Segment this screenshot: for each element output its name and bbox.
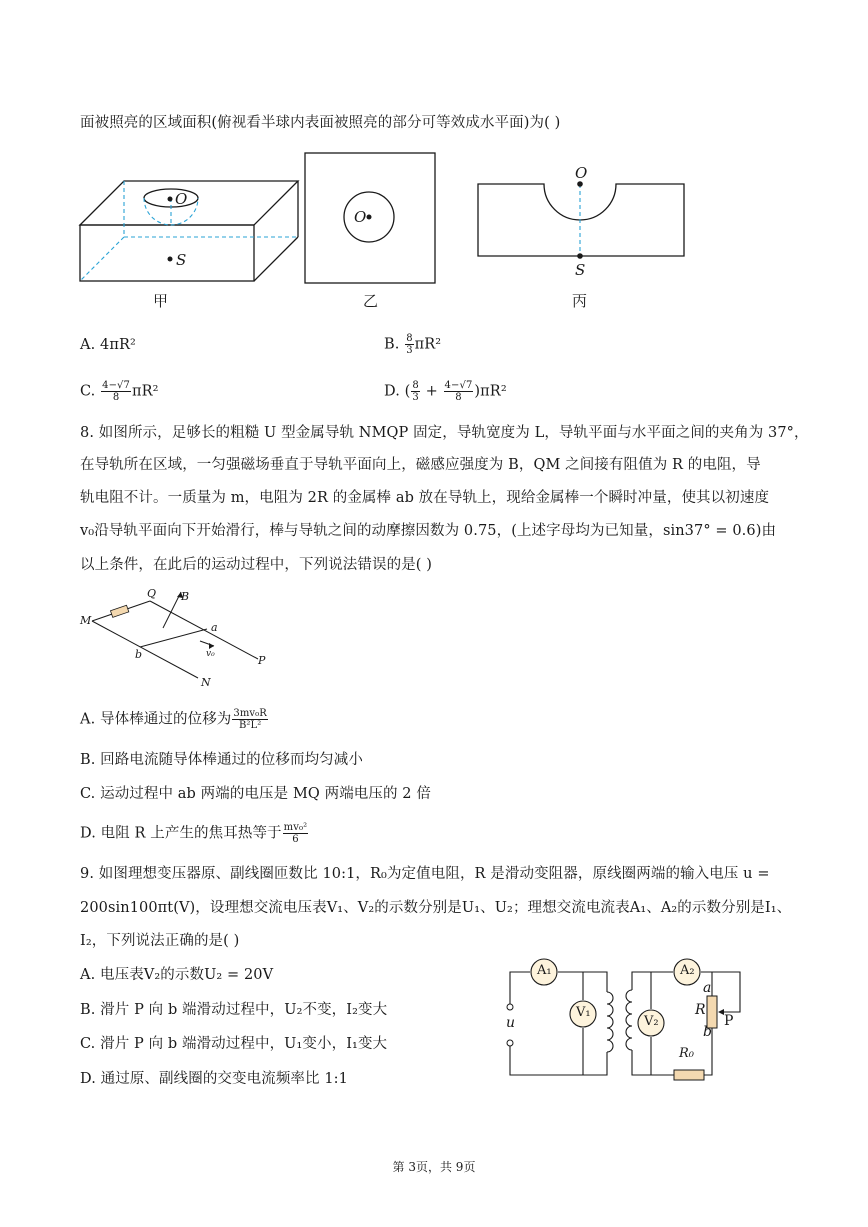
q8-option-d: D. 电阻 R 上产生的焦耳热等于 $\frac{\text{mv₀²}}{6}$ (80, 822, 308, 845)
fig-bing-caption: 丙 (572, 292, 588, 310)
fig-jia-label-S: S (176, 251, 187, 269)
page-footer: 第 3页，共 9页 (392, 1160, 476, 1174)
q9-line-1: 9. 如图理想变压器原、副线圈匝数比 10:1，R₀为定值电阻，R 是滑动变阻器，原线圈两端的输入电压 u = (80, 866, 770, 882)
q9-option-c: C. 滑片 P 向 b 端滑动过程中，U₁变小，I₁变大 (80, 1036, 388, 1052)
fig-bing-label-O: O (575, 164, 588, 182)
fig-yi-caption: 乙 (363, 292, 379, 310)
q7-option-c: C. $\frac{4-√7}{8}$ πR² (80, 380, 159, 403)
q7-option-d: D. ( $\frac{8}{3}$ + $\frac{4-√7}{8}$ )πR² (384, 380, 507, 403)
q7-option-b: B. $\frac{8}{3}$ πR² (384, 333, 442, 356)
q8-line-5: 以上条件，在此后的运动过程中，下列说法错误的是( ) (80, 557, 433, 573)
q9-label-A1: A₁ (537, 963, 552, 978)
q9-label-A2: A₂ (680, 963, 695, 978)
q9-label-P: P (724, 1013, 734, 1029)
q8-line-2: 在导轨所在区域，一匀强磁场垂直于导轨平面向上，磁感应强度为 B，QM 之间接有阻值为 R 的电阻，导 (80, 457, 761, 473)
q8-label-M: M (80, 614, 92, 627)
fig-jia-label-O: O (175, 190, 188, 208)
q8-option-a: A. 导体棒通过的位移为 $\frac{\text{3mv₀R}}{\text{B²L²}}$ (80, 708, 267, 731)
q8-label-b: b (135, 648, 143, 661)
q9-line-2: 200sin100πt(V)，设理想交流电压表V₁、V₂的示数分别是U₁、U₂；理想交流电流表A₁、A₂的示数分别是I₁、 (80, 900, 792, 916)
q8-label-a: a (211, 621, 218, 634)
q8-label-P: P (258, 654, 266, 667)
q8-label-N: N (201, 676, 211, 689)
fig-jia-caption: 甲 (153, 292, 169, 310)
fig-bing-label-S: S (575, 261, 586, 279)
q9-label-R0: R₀ (679, 1046, 694, 1061)
q9-option-d: D. 通过原、副线圈的交变电流频率比 1:1 (80, 1071, 348, 1087)
q9-label-a: a (703, 980, 712, 996)
q9-label-V2: V₂ (644, 1014, 659, 1029)
q9-label-V1: V₁ (576, 1005, 591, 1020)
intro-text: 面被照亮的区域面积(俯视看半球内表面被照亮的部分可等效成水平面)为( ) (80, 115, 561, 131)
q8-line-4: v₀沿导轨平面向下开始滑行，棒与导轨之间的动摩擦因数为 0.75，(上述字母均为已知量，sin37° = 0.6)由 (80, 523, 777, 539)
q9-label-u: u (506, 1015, 516, 1031)
q8-line-3: 轨电阻不计。一质量为 m，电阻为 2R 的金属棒 ab 放在导轨上，现给金属棒一个瞬时冲量，使其以初速度 (80, 490, 770, 506)
q9-option-a: A. 电压表V₂的示数U₂ = 20V (80, 967, 274, 983)
q8-label-Q: Q (147, 587, 157, 600)
q9-label-b: b (703, 1024, 712, 1040)
q9-option-b: B. 滑片 P 向 b 端滑动过程中，U₂不变，I₂变大 (80, 1002, 388, 1018)
q9-label-R: R (695, 1002, 706, 1018)
q8-option-c: C. 运动过程中 ab 两端的电压是 MQ 两端电压的 2 倍 (80, 786, 431, 802)
q9-line-3: I₂，下列说法正确的是( ) (80, 933, 240, 949)
q8-label-B: B (181, 590, 190, 603)
q8-label-v0: v₀ (206, 649, 215, 659)
q7-option-a: A. 4πR² (80, 337, 136, 353)
q8-option-b: B. 回路电流随导体棒通过的位移而均匀减小 (80, 752, 363, 768)
fig-yi-label-O: O (354, 208, 367, 226)
q8-line-1: 8. 如图所示，足够长的粗糙 U 型金属导轨 NMQP 固定，导轨宽度为 L，导轨平面与水平面之间的夹角为 37°， (80, 425, 809, 441)
